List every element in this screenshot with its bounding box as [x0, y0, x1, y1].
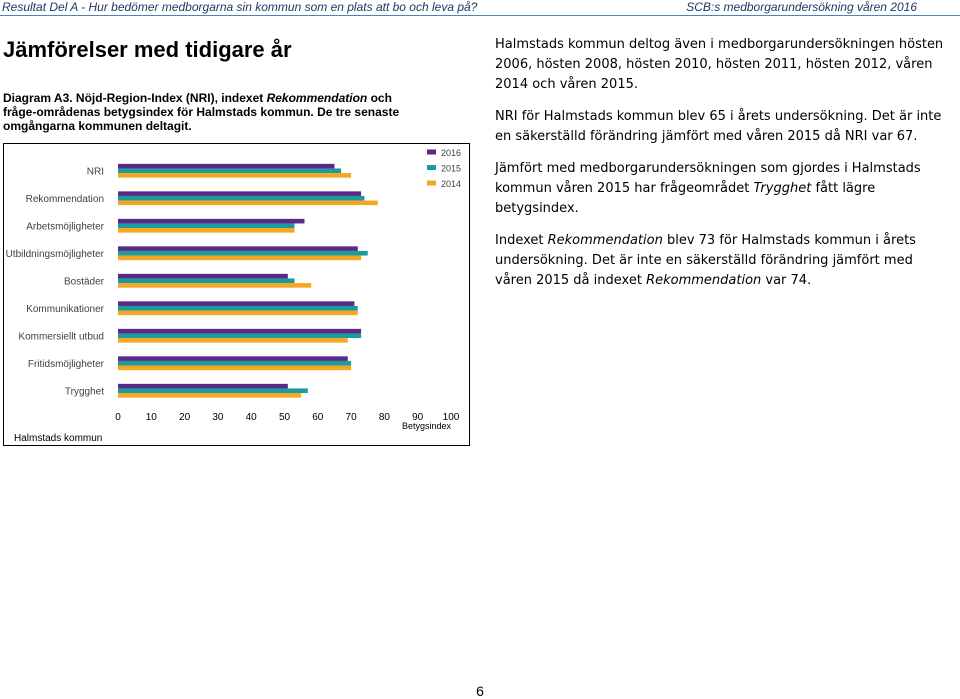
x-tick-label-60: 60 [312, 412, 324, 423]
bar-trygghet-2014 [118, 393, 301, 398]
legend-swatch-2014 [427, 181, 436, 186]
x-tick-label-20: 20 [179, 412, 191, 423]
header-survey-name: SCB:s medborgarundersökning våren 2016 [686, 0, 917, 14]
category-label-kommersiellt-utbud: Kommersiellt utbud [18, 331, 104, 343]
paragraph-trygghet-emphasis: Trygghet [753, 181, 812, 196]
body-text-column [495, 35, 950, 303]
bar-nri-2016 [118, 164, 334, 169]
category-label-rekommendation: Rekommendation [25, 193, 104, 205]
bar-nri-2015 [118, 168, 341, 173]
category-label-bostader: Bostäder [63, 276, 104, 288]
paragraph-trygghet [495, 159, 950, 219]
bar-fritidsmojligheter-2015 [118, 361, 351, 366]
legend-swatch-2016 [427, 150, 436, 155]
diagram-caption [3, 91, 423, 133]
header-document-title: Resultat Del A - Hur bedömer medborgarna sin kommun som en plats att bo och leva på? [2, 0, 478, 14]
category-label-nri: NRI [86, 166, 104, 178]
chart-frame [3, 143, 470, 446]
category-label-utbildningsmojligheter: Utbildningsmöjligheter [5, 248, 104, 260]
legend-swatch-2015 [427, 165, 436, 170]
paragraph-participation: Halmstads kommun deltog även i medborgarundersökningen hösten 2006, hösten 2008, hösten 2010, hösten 2011, hösten 2012, våren 2014 och våren 2015. [495, 37, 944, 92]
bar-kommunikationer-2014 [118, 311, 358, 316]
paragraph-rekommendation [495, 231, 950, 291]
bar-fritidsmojligheter-2016 [118, 356, 348, 361]
x-tick-label-80: 80 [378, 412, 390, 423]
page-header [0, 0, 960, 16]
caption-text-2: och fråge-områdenas betygsindex för Halmstads kommun. De tre senaste omgångarna kommunen deltagit. [3, 91, 400, 133]
legend-label-2015: 2015 [441, 163, 462, 174]
bar-kommunikationer-2016 [118, 301, 354, 306]
paragraph-trygghet-text-1: Jämfört med medborgarundersökningen som gjordes i Halmstads kommun våren 2015 har frågeområdet [495, 161, 921, 196]
chart-footer-label: Halmstads kommun [14, 433, 103, 444]
bar-nri-2014 [118, 173, 351, 178]
bar-trygghet-2016 [118, 384, 288, 389]
category-label-arbetsmojligheter: Arbetsmöjligheter [26, 221, 104, 233]
bar-utbildningsmojligheter-2016 [118, 246, 358, 251]
bar-kommersiellt-utbud-2016 [118, 329, 361, 334]
paragraph-rek-text-2: blev 73 för Halmstads kommun i årets undersökning. Det är inte en säkerställd förändring jämfört med våren 2015 då indexet [495, 233, 916, 288]
caption-text-1: Diagram A3. Nöjd-Region-Index (NRI), indexet [3, 91, 267, 105]
bar-kommersiellt-utbud-2014 [118, 338, 348, 343]
category-label-fritidsmojligheter: Fritidsmöjligheter [27, 358, 104, 370]
legend-label-2016: 2016 [441, 148, 462, 158]
bar-utbildningsmojligheter-2015 [118, 251, 368, 256]
x-tick-label-70: 70 [345, 412, 357, 423]
bar-kommunikationer-2015 [118, 306, 358, 311]
x-tick-label-30: 30 [212, 412, 224, 423]
x-tick-label-90: 90 [412, 412, 424, 423]
bar-arbetsmojligheter-2016 [118, 219, 304, 224]
x-tick-label-100: 100 [442, 412, 460, 423]
x-tick-label-0: 0 [115, 412, 121, 423]
header-divider [0, 15, 960, 16]
bar-kommersiellt-utbud-2015 [118, 333, 361, 338]
paragraph-rek-emphasis: Rekommendation [547, 233, 663, 248]
bar-rekommendation-2014 [118, 201, 378, 206]
category-label-trygghet: Trygghet [64, 386, 104, 398]
paragraph-rek-text-3: var 74. [761, 273, 812, 288]
x-axis-label: Betygsindex [401, 421, 451, 431]
paragraph-trygghet-text-2: fått lägre betygsindex. [495, 181, 876, 216]
bar-arbetsmojligheter-2015 [118, 223, 294, 228]
bar-utbildningsmojligheter-2014 [118, 256, 361, 261]
bar-bostader-2014 [118, 283, 311, 288]
bar-rekommendation-2016 [118, 191, 361, 196]
bar-trygghet-2015 [118, 388, 308, 393]
caption-emphasis: Rekommendation [266, 91, 368, 105]
page-number: 6 [476, 683, 484, 699]
bar-fritidsmojligheter-2014 [118, 366, 351, 371]
legend-label-2014: 2014 [441, 179, 462, 189]
paragraph-rek-text-1: Indexet [495, 233, 548, 248]
section-title: Jämförelser med tidigare år [3, 37, 292, 62]
bar-bostader-2016 [118, 274, 288, 279]
x-tick-label-50: 50 [278, 412, 291, 423]
bar-arbetsmojligheter-2014 [118, 228, 294, 233]
paragraph-nri: NRI för Halmstads kommun blev 65 i årets undersökning. Det är inte en säkerställd förändring jämfört med våren 2015 då NRI var 67. [495, 109, 942, 144]
x-tick-label-10: 10 [145, 412, 157, 423]
bar-chart [4, 144, 471, 447]
x-tick-label-40: 40 [245, 412, 257, 423]
paragraph-rek-emphasis-2: Rekommendation [646, 273, 762, 288]
bar-bostader-2015 [118, 278, 294, 283]
bar-rekommendation-2015 [118, 196, 364, 201]
category-label-kommunikationer: Kommunikationer [26, 303, 104, 315]
